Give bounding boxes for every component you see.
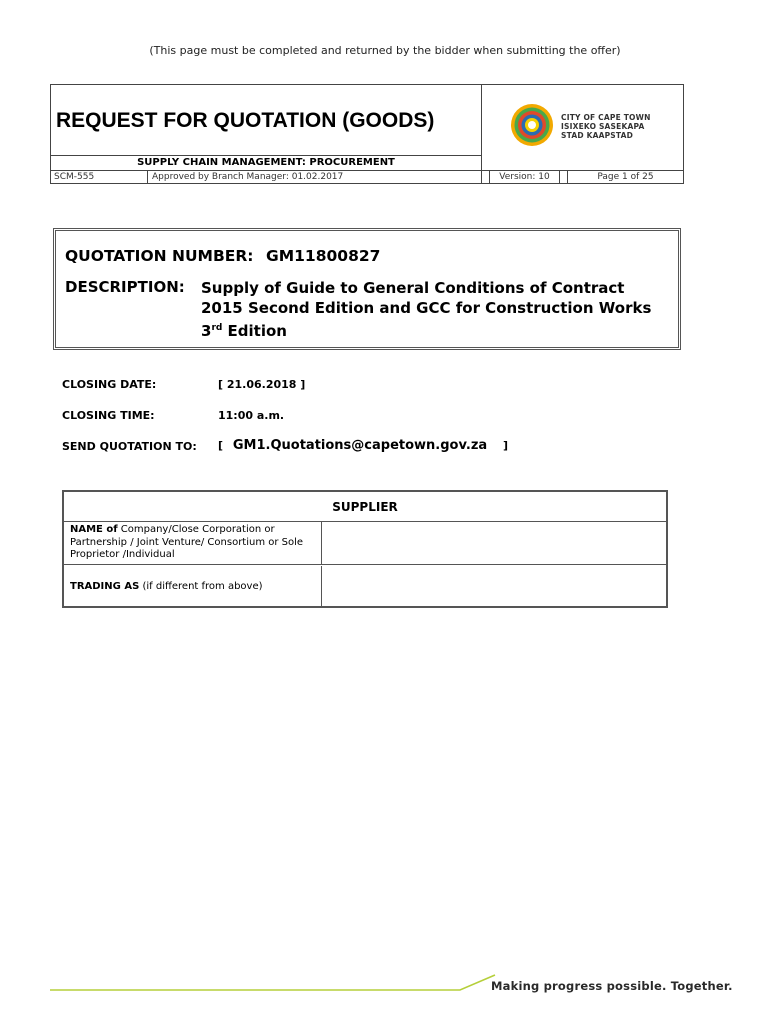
quotation-number-label: QUOTATION NUMBER: [65, 247, 254, 265]
description-line [201, 318, 676, 341]
send-quotation-value [218, 438, 518, 453]
department-subheading: SUPPLY CHAIN MANAGEMENT: PROCUREMENT [51, 155, 482, 170]
table-row [64, 522, 666, 565]
logo-line: CITY OF CAPE TOWN [561, 113, 651, 122]
logo-wordmark [561, 113, 651, 140]
quotation-email-link[interactable]: GM1.Quotations@capetown.gov.za [232, 438, 488, 453]
closing-time-label: CLOSING TIME: [62, 409, 155, 422]
description-value [201, 278, 676, 341]
supplier-name-field[interactable] [322, 522, 666, 564]
label-bold: NAME of [70, 524, 118, 535]
quotation-number-value: GM11800827 [266, 247, 381, 265]
description-line: Supply of Guide to General Conditions of Contract [201, 279, 625, 297]
logo-line: ISIXEKO SASEKAPA [561, 122, 645, 131]
trading-as-field[interactable] [322, 566, 666, 607]
label-rest: Company/Close Corporation or Partnership / Joint Venture/ Consortium or Sole Proprietor /Individual [70, 524, 304, 560]
title-cell [51, 85, 482, 155]
instruction-note: (This page must be completed and returned by the bidder when submitting the offer) [149, 44, 621, 57]
footer-slogan: Making progress possible. Together. [491, 979, 733, 993]
description-label: DESCRIPTION: [65, 278, 185, 296]
closing-time-value: 11:00 a.m. [218, 409, 285, 422]
version-info: Version: 10 [490, 171, 560, 184]
logo-cell [482, 85, 683, 170]
edition-suffix: rd [211, 323, 223, 333]
footer-swoosh-line [50, 972, 510, 992]
edition-number: 3 [201, 322, 212, 340]
label-bold: TRADING AS [70, 581, 140, 592]
send-quotation-label: SEND QUOTATION TO: [62, 440, 197, 453]
closing-date-label: CLOSING DATE: [62, 378, 157, 391]
label-rest: (if different from above) [139, 581, 263, 592]
trading-as-label [64, 566, 322, 607]
table-row [64, 566, 666, 607]
form-code: SCM-555 [51, 171, 148, 184]
document-header [50, 84, 684, 184]
meta-spacer [560, 171, 568, 184]
description-line: 2015 Second Edition and GCC for Construction Works [201, 299, 652, 317]
city-of-cape-town-logo-icon [510, 103, 554, 147]
page-number: Page 1 of 25 [597, 172, 654, 182]
logo-line: STAD KAAPSTAD [561, 131, 634, 140]
edition-text: Edition [222, 322, 287, 340]
approval-info: Approved by Branch Manager: 01.02.2017 [148, 171, 482, 184]
supplier-table [62, 490, 668, 608]
document-meta-row [51, 170, 683, 185]
bracket-open: [ [218, 439, 224, 452]
supplier-heading: SUPPLIER [64, 492, 666, 522]
quotation-box [53, 228, 681, 350]
meta-spacer [482, 171, 490, 184]
closing-date-value: [ 21.06.2018 ] [218, 378, 306, 391]
bracket-close: ] [503, 439, 509, 452]
document-title: REQUEST FOR QUOTATION (GOODS) [56, 109, 435, 132]
supplier-name-label [64, 522, 322, 564]
